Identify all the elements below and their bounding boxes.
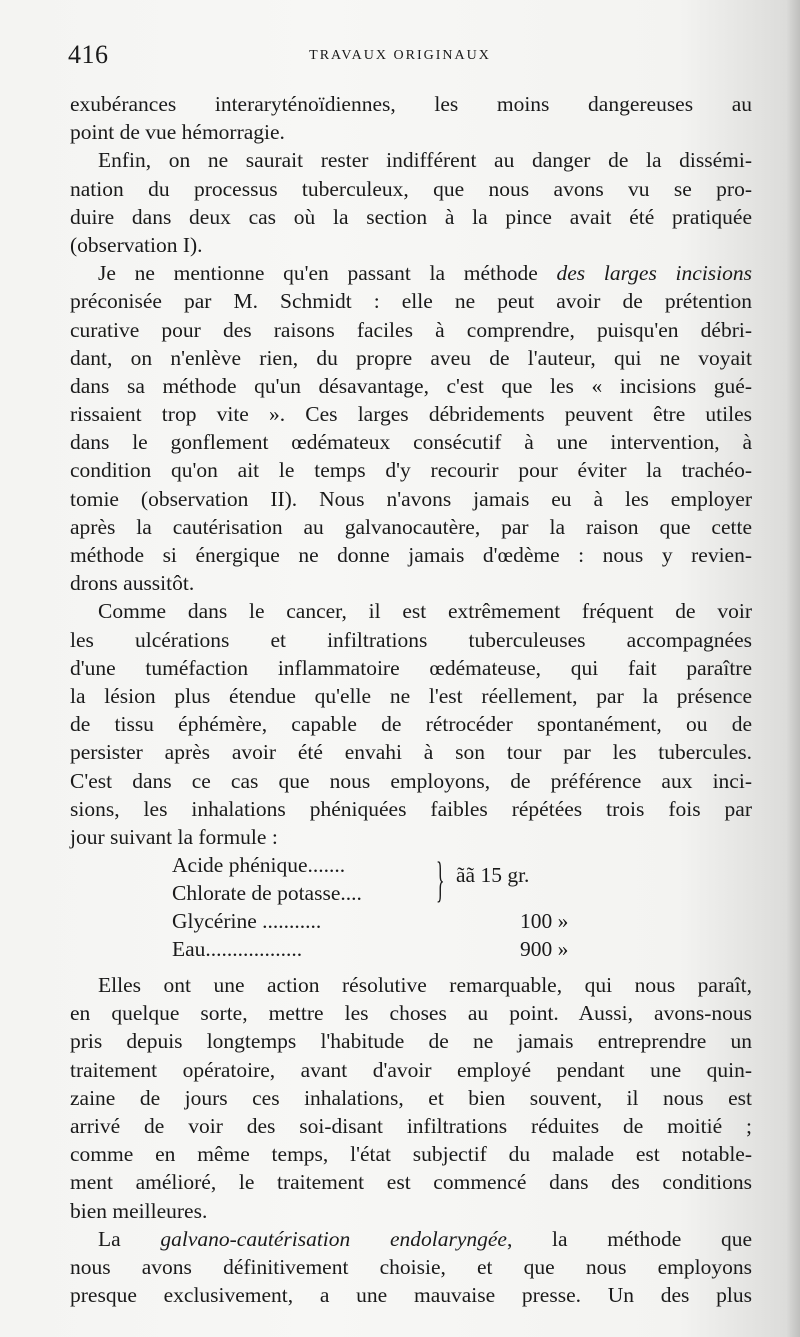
text-line: dans le gonflement œdémateux consécutif à une intervention, à (70, 430, 752, 455)
formula-ingredient: Acide phénique....... (172, 853, 346, 878)
text-line: comme en même temps, l'état subjectif du malade est notable- (70, 1142, 752, 1167)
page-edge-shadow (786, 0, 800, 1337)
page-number: 416 (68, 40, 109, 69)
text-line: les ulcérations et infiltrations tuberculeuses accompagnées (70, 627, 752, 652)
formula-ingredient: Eau.................. (172, 937, 303, 962)
text-line: dant, on n'enlève rien, du propre aveu de l'auteur, qui ne voyait (70, 345, 752, 370)
brace-symbol: } (436, 851, 445, 908)
text-line (70, 1225, 752, 1253)
text-line: nation du processus tuberculeux, que nous avons vu se pro- (70, 176, 752, 201)
text-line: sions, les inhalations phéniquées faibles répétées trois fois par (70, 796, 752, 821)
text-span: La (98, 1226, 161, 1251)
text-line: point de vue hémorragie. (70, 120, 285, 145)
text-line: en quelque sorte, mettre les choses au point. Aussi, avons-nous (70, 1001, 752, 1026)
text-line: la lésion plus étendue qu'elle ne l'est réellement, par la présence (70, 683, 752, 708)
text-line: persister après avoir été envahi à son tour par les tubercules. (70, 740, 752, 765)
text-line: nous avons définitivement choisie, et que nous employons (70, 1254, 752, 1279)
formula-block (172, 851, 752, 971)
text-line: dans sa méthode qu'un désavantage, c'est que les « incisions gué- (70, 373, 752, 398)
formula-quantity: 900 » (520, 937, 569, 962)
text-line: traitement opératoire, avant d'avoir employé pendant une quin- (70, 1057, 752, 1082)
formula-ingredient: Chlorate de potasse.... (172, 881, 362, 906)
text-line: de tissu éphémère, capable de rétrocéder spontanément, ou de (70, 712, 752, 737)
text-line: bien meilleures. (70, 1198, 208, 1223)
text-line: curative pour des raisons faciles à comprendre, puisqu'en débri- (70, 317, 752, 342)
running-head: TRAVAUX ORIGINAUX (309, 48, 491, 63)
text-line: préconisée par M. Schmidt : elle ne peut avoir de prétention (70, 289, 752, 314)
text-line: rissaient trop vite ». Ces larges débridements peuvent être utiles (70, 402, 752, 427)
text-line: Comme dans le cancer, il est extrêmement fréquent de voir (98, 599, 752, 624)
text-line: ment amélioré, le traitement est commencé dans des conditions (70, 1170, 752, 1195)
italic-phrase: des larges incisions (556, 261, 752, 286)
formula-ingredient: Glycérine ........... (172, 909, 322, 934)
text-line: pris depuis longtemps l'habitude de ne jamais entreprendre un (70, 1029, 752, 1054)
formula-quantity: ãã 15 gr. (456, 863, 530, 888)
page-body (70, 90, 752, 1309)
text-line: exubérances interaryténoïdiennes, les moins dangereuses au (70, 92, 752, 116)
italic-phrase: galvano-cautérisation endolaryngée (160, 1226, 507, 1251)
text-line: d'une tuméfaction inflammatoire œdémateuse, qui fait paraître (70, 655, 752, 680)
text-span: , la méthode que (506, 1226, 752, 1251)
text-line: tomie (observation II). Nous n'avons jamais eu à les employer (70, 486, 752, 511)
text-line: drons aussitôt. (70, 571, 195, 596)
text-line: C'est dans ce cas que nous employons, de préférence aux inci- (70, 768, 752, 793)
text-line: duire dans deux cas où la section à la pince avait été pratiquée (70, 204, 752, 229)
text-line (70, 259, 752, 287)
text-line: méthode si énergique ne donne jamais d'œdème : nous y revien- (70, 543, 752, 567)
formula-quantity: 100 » (520, 909, 569, 934)
text-line: Enfin, on ne saurait rester indifférent au danger de la dissémi- (98, 148, 752, 173)
text-span: Je ne mentionne qu'en passant la méthode (98, 261, 557, 286)
text-line: zaine de jours ces inhalations, et bien souvent, il nous est (70, 1085, 752, 1110)
text-line: jour suivant la formule : (70, 824, 278, 849)
page-header (68, 40, 732, 76)
text-line: après la cautérisation au galvanocautère, par la raison que cette (70, 514, 752, 539)
text-line: Elles ont une action résolutive remarquable, qui nous paraît, (98, 973, 752, 998)
text-line: (observation I). (70, 232, 203, 257)
text-line: presque exclusivement, a une mauvaise presse. Un des plus (70, 1283, 752, 1308)
text-line: condition qu'on ait le temps d'y recourir pour éviter la trachéo- (70, 458, 752, 483)
text-line: arrivé de voir des soi-disant infiltrations réduites de moitié ; (70, 1114, 752, 1138)
